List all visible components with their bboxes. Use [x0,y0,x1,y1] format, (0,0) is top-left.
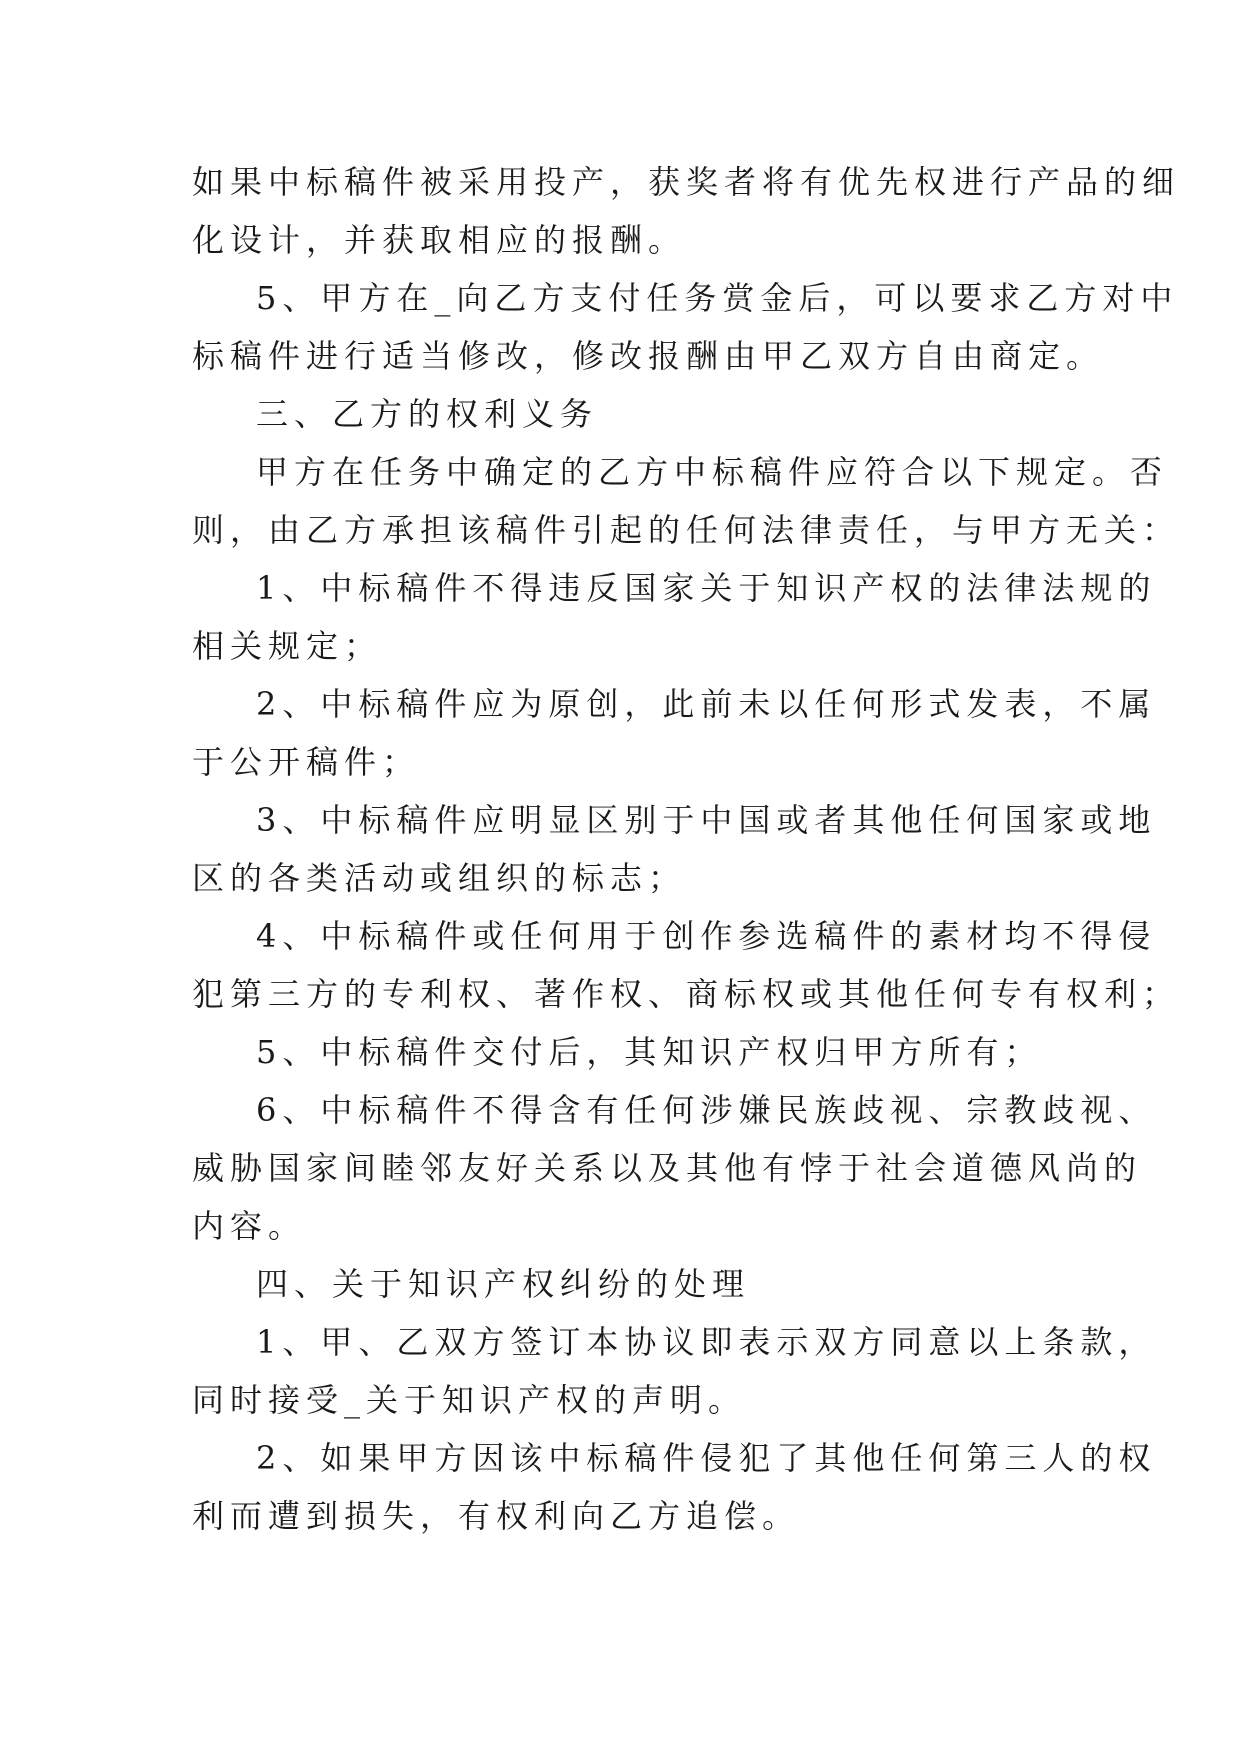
text-line: 化设计，并获取相应的报酬。 [192,221,687,259]
section-heading: 三、乙方的权利义务 [256,395,599,433]
text-line: 犯第三方的专利权、著作权、商标权或其他任何专有权利； [192,975,1181,1013]
text-line: 5、甲方在_向乙方支付任务赏金后，可以要求乙方对中 [256,279,1179,317]
text-line: 1、甲、乙双方签订本协议即表示双方同意以上条款， [256,1323,1157,1361]
text-line: 内容。 [192,1207,307,1245]
section-heading: 四、关于知识产权纠纷的处理 [256,1265,751,1303]
text-line: 甲方在任务中确定的乙方中标稿件应符合以下规定。否 [256,453,1169,491]
text-line: 于公开稿件； [192,743,421,781]
text-line: 5、中标稿件交付后，其知识产权归甲方所有； [256,1033,1043,1071]
text-line: 1、中标稿件不得违反国家关于知识产权的法律法规的 [256,569,1157,607]
text-line: 4、中标稿件或任何用于创作参选稿件的素材均不得侵 [256,917,1157,955]
text-line: 如果中标稿件被采用投产，获奖者将有优先权进行产品的细 [192,163,1181,201]
text-line: 2、如果甲方因该中标稿件侵犯了其他任何第三人的权 [256,1439,1157,1477]
text-line: 3、中标稿件应明显区别于中国或者其他任何国家或地 [256,801,1157,839]
text-line: 区的各类活动或组织的标志； [192,859,687,897]
text-line: 同时接受_关于知识产权的声明。 [192,1381,747,1419]
text-line: 6、中标稿件不得含有任何涉嫌民族歧视、宗教歧视、 [256,1091,1157,1129]
text-line: 则，由乙方承担该稿件引起的任何法律责任，与甲方无关： [192,511,1181,549]
text-line: 标稿件进行适当修改，修改报酬由甲乙双方自由商定。 [192,337,1105,375]
text-line: 利而遭到损失，有权利向乙方追偿。 [192,1497,801,1535]
text-line: 威胁国家间睦邻友好关系以及其他有悖于社会道德风尚的 [192,1149,1143,1187]
text-line: 相关规定； [192,627,383,665]
text-line: 2、中标稿件应为原创，此前未以任何形式发表，不属 [256,685,1157,723]
